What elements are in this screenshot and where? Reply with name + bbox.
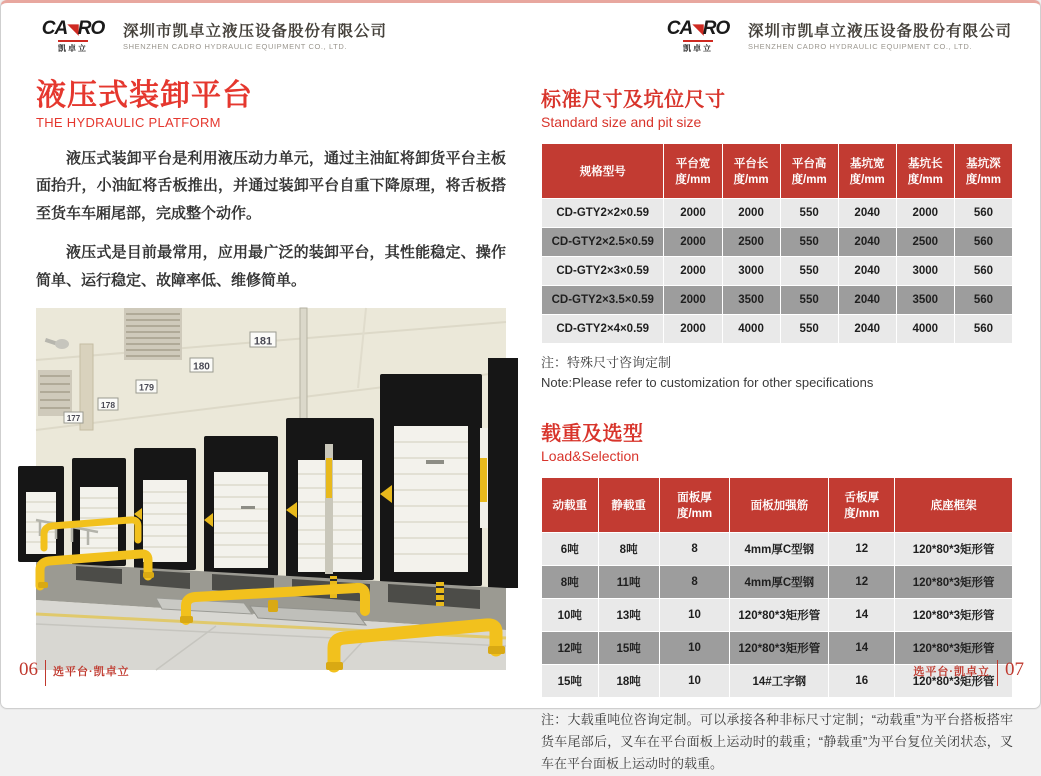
table-cell: 6吨 bbox=[542, 533, 599, 566]
table-cell: CD-GTY2×2.5×0.59 bbox=[542, 228, 664, 257]
company-name-en: SHENZHEN CADRO HYDRAULIC EQUIPMENT CO., LTD. bbox=[747, 42, 973, 52]
table-cell: 14 bbox=[829, 632, 895, 665]
table-cell: 560 bbox=[954, 228, 1012, 257]
footer-right bbox=[913, 660, 1024, 686]
footer-left bbox=[19, 660, 130, 686]
table-cell: 2500 bbox=[896, 228, 954, 257]
column-header: 基坑长度/mm bbox=[896, 144, 954, 199]
table-cell: 2000 bbox=[664, 315, 722, 344]
table-cell: 2000 bbox=[664, 228, 722, 257]
table-cell: 560 bbox=[954, 315, 1012, 344]
table-cell: 120*80*3矩形管 bbox=[895, 665, 1013, 698]
table-cell: 8 bbox=[659, 566, 730, 599]
table-cell: CD-GTY2×4×0.59 bbox=[542, 315, 664, 344]
table-cell: 550 bbox=[780, 199, 838, 228]
table-cell: 2040 bbox=[838, 315, 896, 344]
page-title: 液压式装卸平台 bbox=[36, 79, 253, 112]
table-cell: 550 bbox=[780, 286, 838, 315]
column-header: 面板加强筋 bbox=[730, 478, 829, 533]
column-header: 平台宽度/mm bbox=[664, 144, 722, 199]
table-cell: 2000 bbox=[664, 199, 722, 228]
table-row bbox=[542, 199, 1013, 228]
table-cell: 14 bbox=[829, 599, 895, 632]
table-cell: 10 bbox=[659, 665, 730, 698]
table-row bbox=[542, 315, 1013, 344]
table-cell: 4000 bbox=[722, 315, 780, 344]
table-cell: 560 bbox=[954, 257, 1012, 286]
cadro-logo-icon: CA◥RO 凯卓立 bbox=[41, 18, 105, 53]
table-cell: 560 bbox=[954, 286, 1012, 315]
table-cell: 550 bbox=[780, 228, 838, 257]
table-cell: 12吨 bbox=[542, 632, 599, 665]
table-cell: 12 bbox=[829, 566, 895, 599]
table-cell: 120*80*3矩形管 bbox=[895, 533, 1013, 566]
table-row bbox=[542, 533, 1013, 566]
column-header: 静载重 bbox=[598, 478, 659, 533]
page-number: 06 bbox=[19, 659, 38, 680]
table-cell: CD-GTY2×3.5×0.59 bbox=[542, 286, 664, 315]
cadro-logo-icon: CA◥RO 凯卓立 bbox=[666, 18, 730, 53]
table-cell: 120*80*3矩形管 bbox=[895, 632, 1013, 665]
intro-paragraph-2: 液压式是目前最常用，应用最广泛的装卸平台，其性能稳定、操作简单、运行稳定、故障率低、维修简单。 bbox=[36, 243, 506, 289]
table-row bbox=[542, 566, 1013, 599]
logo-subtext: 凯卓立 bbox=[683, 40, 713, 54]
column-header: 底座框架 bbox=[895, 478, 1013, 533]
dock-number-181: 181 bbox=[253, 335, 273, 348]
table-cell: 10 bbox=[659, 632, 730, 665]
table-row bbox=[542, 228, 1013, 257]
footer-label: 选平台·凯卓立 bbox=[53, 666, 130, 678]
logo-triangle-icon: ◥ bbox=[692, 21, 703, 38]
table-cell: 2500 bbox=[722, 228, 780, 257]
table-header-row bbox=[542, 478, 1013, 533]
intro-paragraph-1: 液压式装卸平台是利用液压动力单元，通过主油缸将卸货平台主板面抬升，小油缸将舌板推出，并通过装卸平台自重下降原理，将舌板搭至货车车厢尾部，完成整个动作。 bbox=[36, 149, 506, 222]
table-cell: 2040 bbox=[838, 199, 896, 228]
table-cell: 120*80*3矩形管 bbox=[730, 632, 829, 665]
footer-label: 选平台·凯卓立 bbox=[913, 666, 990, 678]
table-cell: 2000 bbox=[664, 257, 722, 286]
table-cell: 2000 bbox=[664, 286, 722, 315]
column-header: 平台长度/mm bbox=[722, 144, 780, 199]
table-cell: 2000 bbox=[896, 199, 954, 228]
column-header: 基坑宽度/mm bbox=[838, 144, 896, 199]
page-number: 07 bbox=[1005, 659, 1024, 680]
table-cell: 120*80*3矩形管 bbox=[895, 599, 1013, 632]
section1-subtitle: Standard size and pit size bbox=[541, 114, 702, 130]
table-row bbox=[542, 257, 1013, 286]
header-brand-left bbox=[31, 19, 387, 56]
table-row bbox=[542, 599, 1013, 632]
table-cell: 8吨 bbox=[598, 533, 659, 566]
table-cell: 3000 bbox=[722, 257, 780, 286]
table-cell: CD-GTY2×3×0.59 bbox=[542, 257, 664, 286]
column-header: 动载重 bbox=[542, 478, 599, 533]
column-header: 平台高度/mm bbox=[780, 144, 838, 199]
table-cell: 15吨 bbox=[598, 632, 659, 665]
table-cell: CD-GTY2×2×0.59 bbox=[542, 199, 664, 228]
footer-divider bbox=[997, 660, 998, 686]
table-cell: 8吨 bbox=[542, 566, 599, 599]
table-cell: 13吨 bbox=[598, 599, 659, 632]
logo-triangle-icon: ◥ bbox=[67, 21, 78, 38]
table-cell: 10 bbox=[659, 599, 730, 632]
table-cell: 14#工字钢 bbox=[730, 665, 829, 698]
table-cell: 2040 bbox=[838, 228, 896, 257]
table-cell: 18吨 bbox=[598, 665, 659, 698]
table-cell: 550 bbox=[780, 315, 838, 344]
table-cell: 120*80*3矩形管 bbox=[895, 566, 1013, 599]
table-cell: 15吨 bbox=[542, 665, 599, 698]
table-header-row bbox=[542, 144, 1013, 199]
table-cell: 16 bbox=[829, 665, 895, 698]
table-cell: 3500 bbox=[896, 286, 954, 315]
table-cell: 10吨 bbox=[542, 599, 599, 632]
table-cell: 12 bbox=[829, 533, 895, 566]
table-cell: 2000 bbox=[722, 199, 780, 228]
table-cell: 2040 bbox=[838, 286, 896, 315]
table-cell: 120*80*3矩形管 bbox=[730, 599, 829, 632]
section2-title: 载重及选型 bbox=[541, 423, 644, 446]
standard-size-table bbox=[541, 143, 1013, 344]
table-cell: 11吨 bbox=[598, 566, 659, 599]
logo-subtext: 凯卓立 bbox=[58, 40, 88, 54]
column-header: 舌板厚度/mm bbox=[829, 478, 895, 533]
company-name-cn: 深圳市凯卓立液压设备股份有限公司 bbox=[747, 23, 1012, 41]
column-header: 基坑深度/mm bbox=[954, 144, 1012, 199]
size-note-en: Note:Please refer to customization for other specifications bbox=[541, 375, 874, 391]
table-cell: 560 bbox=[954, 199, 1012, 228]
table-cell: 3500 bbox=[722, 286, 780, 315]
company-name-cn: 深圳市凯卓立液压设备股份有限公司 bbox=[123, 23, 388, 41]
section2-subtitle: Load&Selection bbox=[541, 448, 640, 465]
size-note-cn: 注：特殊尺寸咨询定制 bbox=[541, 355, 672, 370]
table-cell: 4mm厚C型钢 bbox=[730, 533, 829, 566]
column-header: 规格型号 bbox=[542, 144, 664, 199]
left-page-column bbox=[36, 79, 506, 670]
page-title-en: THE HYDRAULIC PLATFORM bbox=[36, 114, 221, 130]
section1-title: 标准尺寸及坑位尺寸 bbox=[541, 89, 726, 111]
header-brand-right bbox=[656, 19, 1012, 56]
dock-number-180: 180 bbox=[193, 361, 210, 373]
table-cell: 3000 bbox=[896, 257, 954, 286]
loading-dock-photo bbox=[36, 308, 506, 670]
company-name-en: SHENZHEN CADRO HYDRAULIC EQUIPMENT CO., LTD. bbox=[123, 42, 348, 52]
dock-number-179: 179 bbox=[138, 382, 155, 393]
table-cell: 8 bbox=[659, 533, 730, 566]
table-cell: 4000 bbox=[896, 315, 954, 344]
dock-number-177: 177 bbox=[66, 414, 81, 424]
load-note: 注：大载重吨位咨询定制。可以承接各种非标尺寸定制；“动载重”为平台搭板搭牢货车尾部后，叉车在平台面板上运动时的载重；“静载重”为平台复位关闭状态，叉车在平台面板上运动时的载重。 bbox=[541, 712, 1013, 772]
table-row bbox=[542, 286, 1013, 315]
table-cell: 2040 bbox=[838, 257, 896, 286]
table-cell: 550 bbox=[780, 257, 838, 286]
footer-divider bbox=[45, 660, 46, 686]
table-cell: 4mm厚C型钢 bbox=[730, 566, 829, 599]
column-header: 面板厚度/mm bbox=[659, 478, 730, 533]
dock-number-178: 178 bbox=[100, 400, 116, 411]
